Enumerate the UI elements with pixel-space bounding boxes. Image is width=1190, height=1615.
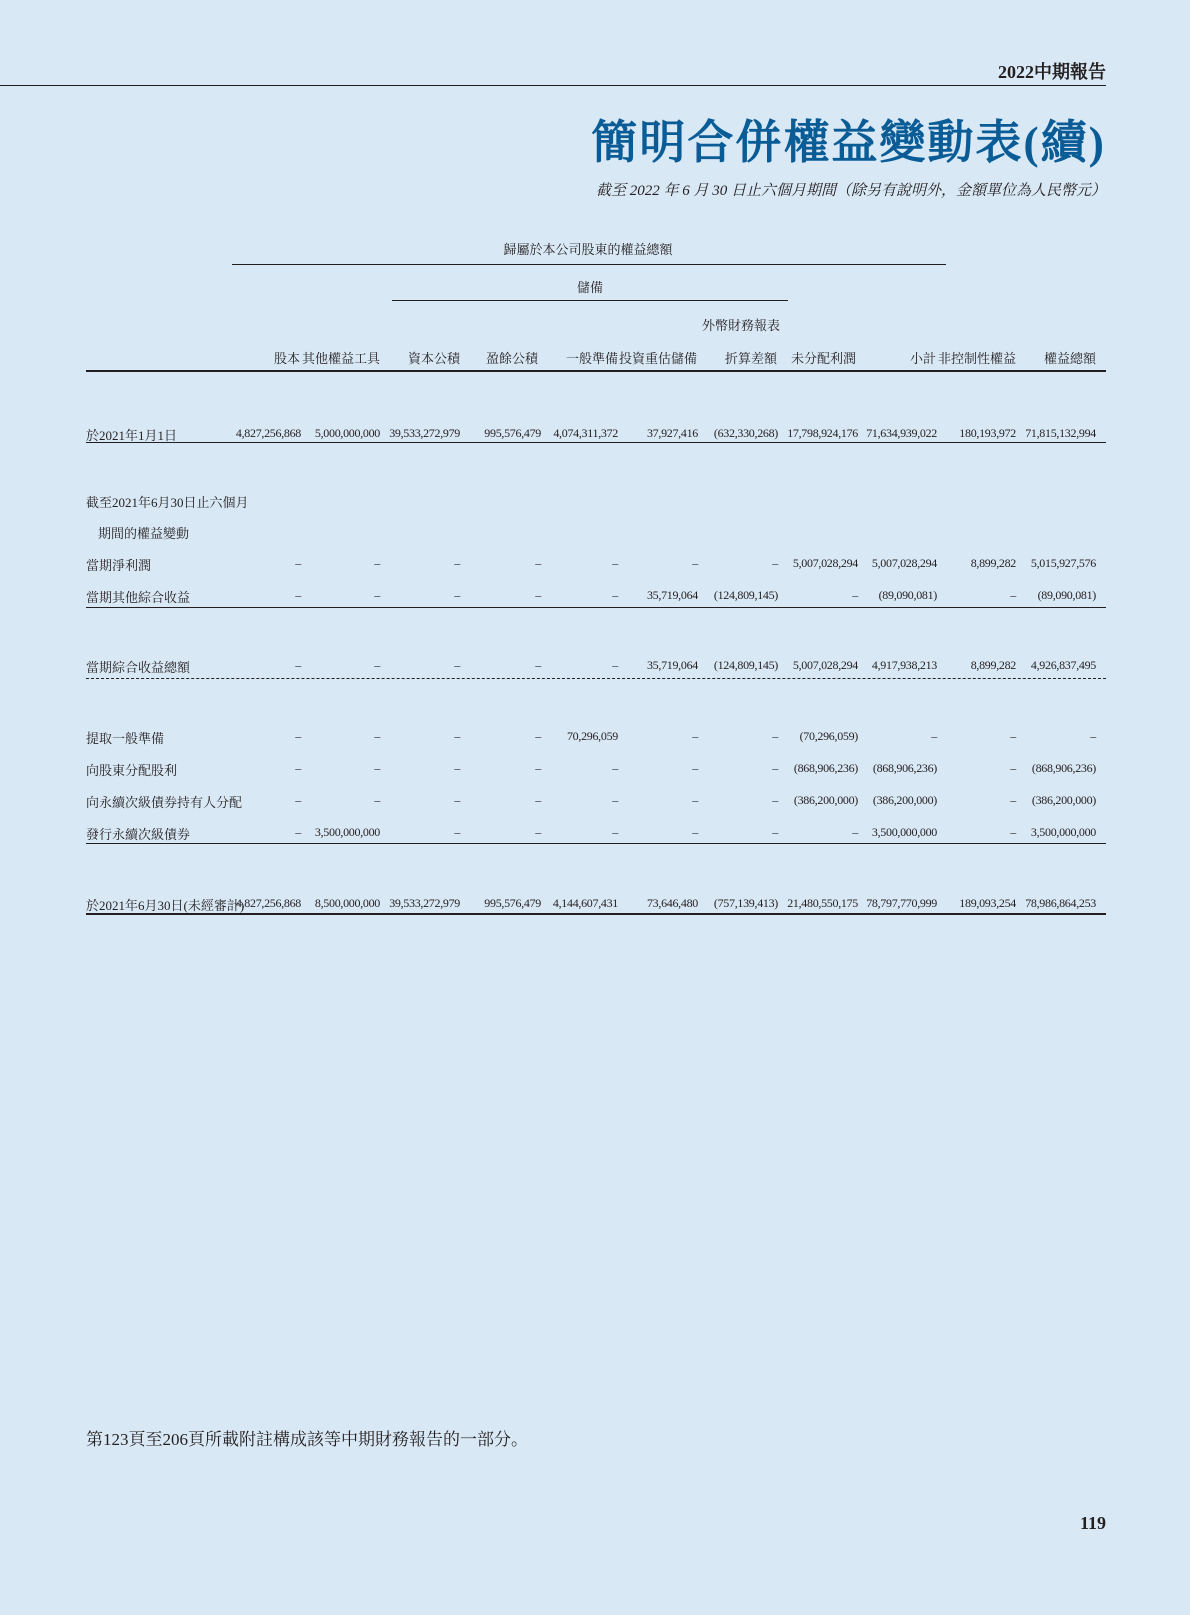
table-cell: –	[772, 761, 778, 775]
table-cell: –	[374, 658, 380, 672]
table-cell: –	[535, 588, 541, 602]
table-cell: –	[535, 658, 541, 672]
header-rule	[0, 85, 1106, 86]
table-cell: –	[535, 793, 541, 807]
row-label: 截至2021年6月30日止六個月	[86, 495, 249, 510]
table-cell: (89,090,081)	[878, 588, 937, 602]
table-cell: 4,827,256,868	[235, 426, 301, 440]
table-cell: –	[535, 825, 541, 839]
table-cell: 35,719,064	[646, 588, 698, 602]
table-cell: –	[612, 588, 618, 602]
table-cell: –	[772, 825, 778, 839]
table-cell: 70,296,059	[566, 729, 618, 743]
row-label: 向永續次級債券持有人分配	[86, 795, 243, 810]
table-cell: 4,926,837,495	[1030, 658, 1096, 672]
table-cell: –	[374, 556, 380, 570]
group-header-attributable: 歸屬於本公司股東的權益總額	[503, 242, 673, 257]
table-rule	[86, 913, 1106, 915]
table-cell: (632,330,268)	[713, 426, 778, 440]
table-cell: –	[535, 729, 541, 743]
table-cell: –	[1010, 729, 1016, 743]
table-cell: 8,899,282	[970, 658, 1016, 672]
table-cell: 21,480,550,175	[787, 896, 858, 910]
table-row	[86, 489, 1106, 513]
table-cell: –	[692, 825, 698, 839]
table-cell: (124,809,145)	[713, 658, 778, 672]
table-cell: 8,500,000,000	[314, 896, 380, 910]
table-cell: 71,634,939,022	[866, 426, 937, 440]
table-cell: –	[454, 729, 460, 743]
table-cell: –	[535, 556, 541, 570]
table-cell: –	[454, 793, 460, 807]
table-cell: 995,576,479	[484, 896, 541, 910]
report-label: 2022中期報告	[998, 62, 1106, 82]
table-row	[86, 654, 1106, 678]
table-cell: 39,533,272,979	[389, 896, 460, 910]
table-cell: –	[374, 729, 380, 743]
table-cell: –	[374, 761, 380, 775]
table-cell: –	[692, 729, 698, 743]
table-cell: –	[612, 761, 618, 775]
table-cell: –	[1010, 588, 1016, 602]
table-cell: –	[295, 793, 301, 807]
table-cell: –	[295, 658, 301, 672]
row-label: 當期淨利潤	[86, 558, 152, 573]
row-label: 當期其他綜合收益	[86, 590, 191, 605]
group-header-reserves: 儲備	[576, 280, 603, 295]
table-cell: 8,899,282	[970, 556, 1016, 570]
col-header-total-equity: 權益總額	[1043, 351, 1096, 366]
table-cell: –	[692, 556, 698, 570]
table-rule	[86, 843, 1106, 844]
table-cell: 5,007,028,294	[792, 658, 858, 672]
table-cell: –	[852, 825, 858, 839]
table-cell: 78,797,770,999	[866, 896, 937, 910]
table-cell: 4,144,607,431	[552, 896, 618, 910]
table-cell: (386,200,000)	[793, 793, 858, 807]
col-header-share-capital: 股本	[273, 351, 300, 366]
table-cell: –	[454, 556, 460, 570]
col-header-other-equity: 其他權益工具	[301, 351, 380, 366]
table-cell: –	[454, 658, 460, 672]
table-cell: –	[1010, 761, 1016, 775]
row-label: 期間的權益變動	[98, 526, 190, 541]
table-cell: 995,576,479	[484, 426, 541, 440]
table-cell: –	[1090, 729, 1096, 743]
table-cell: –	[454, 588, 460, 602]
table-cell: (868,906,236)	[872, 761, 937, 775]
table-cell: –	[535, 761, 541, 775]
table-row	[86, 821, 1106, 845]
table-cell: –	[852, 588, 858, 602]
table-cell: 78,986,864,253	[1025, 896, 1096, 910]
table-cell: –	[295, 761, 301, 775]
table-row	[86, 725, 1106, 749]
table-cell: (89,090,081)	[1037, 588, 1096, 602]
table-cell: –	[374, 793, 380, 807]
group-header-fx: 外幣財務報表	[701, 318, 780, 333]
table-row	[86, 584, 1106, 608]
row-label: 提取一般準備	[86, 731, 165, 746]
page-subtitle: 截至 2022 年 6 月 30 日止六個月期間（除另有說明外，金額單位為人民幣元）	[595, 183, 1106, 199]
table-cell: (386,200,000)	[872, 793, 937, 807]
table-cell: 5,007,028,294	[871, 556, 937, 570]
table-cell: –	[295, 556, 301, 570]
table-cell: 3,500,000,000	[871, 825, 937, 839]
table-row	[86, 757, 1106, 781]
row-label: 發行永續次級債券	[86, 827, 191, 842]
table-cell: 4,917,938,213	[871, 658, 937, 672]
table-cell: 39,533,272,979	[389, 426, 460, 440]
table-cell: –	[454, 825, 460, 839]
row-label: 於2021年1月1日	[86, 428, 178, 443]
col-header-retained-earnings: 未分配利潤	[790, 351, 856, 366]
table-cell: –	[1010, 825, 1016, 839]
col-header-capital-reserve: 資本公積	[407, 351, 460, 366]
col-header-general-reserve: 一般準備	[565, 351, 618, 366]
table-cell: 4,827,256,868	[235, 896, 301, 910]
table-cell: –	[772, 793, 778, 807]
table-cell: (868,906,236)	[793, 761, 858, 775]
table-cell: –	[612, 825, 618, 839]
table-cell: –	[931, 729, 937, 743]
table-cell: (757,139,413)	[713, 896, 778, 910]
table-cell: 5,000,000,000	[314, 426, 380, 440]
table-row	[86, 552, 1106, 576]
table-cell: (386,200,000)	[1031, 793, 1096, 807]
table-cell: 3,500,000,000	[1030, 825, 1096, 839]
table-cell: –	[295, 729, 301, 743]
table-cell: –	[1010, 793, 1016, 807]
table-cell: 71,815,132,994	[1025, 426, 1096, 440]
table-cell: (70,296,059)	[799, 729, 858, 743]
table-cell: 4,074,311,372	[553, 426, 618, 440]
table-cell: 189,093,254	[959, 896, 1016, 910]
table-cell: –	[692, 793, 698, 807]
table-cell: –	[772, 729, 778, 743]
table-cell: 3,500,000,000	[314, 825, 380, 839]
col-header-translation-difference: 折算差額	[724, 351, 777, 366]
row-label: 向股東分配股利	[86, 763, 178, 778]
table-cell: (868,906,236)	[1031, 761, 1096, 775]
table-cell: 37,927,416	[646, 426, 698, 440]
table-rule	[86, 607, 1106, 608]
group-rule-reserves	[392, 300, 788, 301]
table-cell: (124,809,145)	[713, 588, 778, 602]
table-cell: 73,646,480	[646, 896, 698, 910]
table-cell: –	[374, 588, 380, 602]
footer-note: 第123頁至206頁所載附註構成該等中期財務報告的一部分。	[86, 1430, 528, 1449]
table-cell: 180,193,972	[959, 426, 1016, 440]
col-header-investment-revaluation: 投資重估儲備	[618, 351, 697, 366]
table-cell: –	[612, 556, 618, 570]
table-cell: –	[295, 588, 301, 602]
table-cell: 35,719,064	[646, 658, 698, 672]
group-rule-attributable	[232, 264, 946, 265]
table-row	[86, 520, 1106, 544]
col-header-subtotal: 小計	[909, 351, 936, 366]
table-cell: –	[612, 793, 618, 807]
page-title: 簡明合併權益變動表(續)	[591, 117, 1106, 168]
col-header-non-controlling: 非控制性權益	[937, 351, 1016, 366]
header-rule-bottom	[86, 370, 1106, 372]
table-cell: 5,007,028,294	[792, 556, 858, 570]
table-cell: –	[454, 761, 460, 775]
table-cell: 17,798,924,176	[787, 426, 858, 440]
table-rule	[86, 678, 1106, 679]
table-rule	[86, 442, 1106, 443]
table-cell: –	[295, 825, 301, 839]
table-cell: –	[612, 658, 618, 672]
table-cell: –	[692, 761, 698, 775]
page-number: 119	[1079, 1513, 1106, 1533]
table-row	[86, 789, 1106, 813]
row-label: 於2021年6月30日(未經審計)	[86, 898, 245, 913]
col-header-surplus-reserve: 盈餘公積	[485, 351, 538, 366]
table-cell: –	[772, 556, 778, 570]
table-cell: 5,015,927,576	[1030, 556, 1096, 570]
row-label: 當期綜合收益總額	[86, 660, 191, 675]
